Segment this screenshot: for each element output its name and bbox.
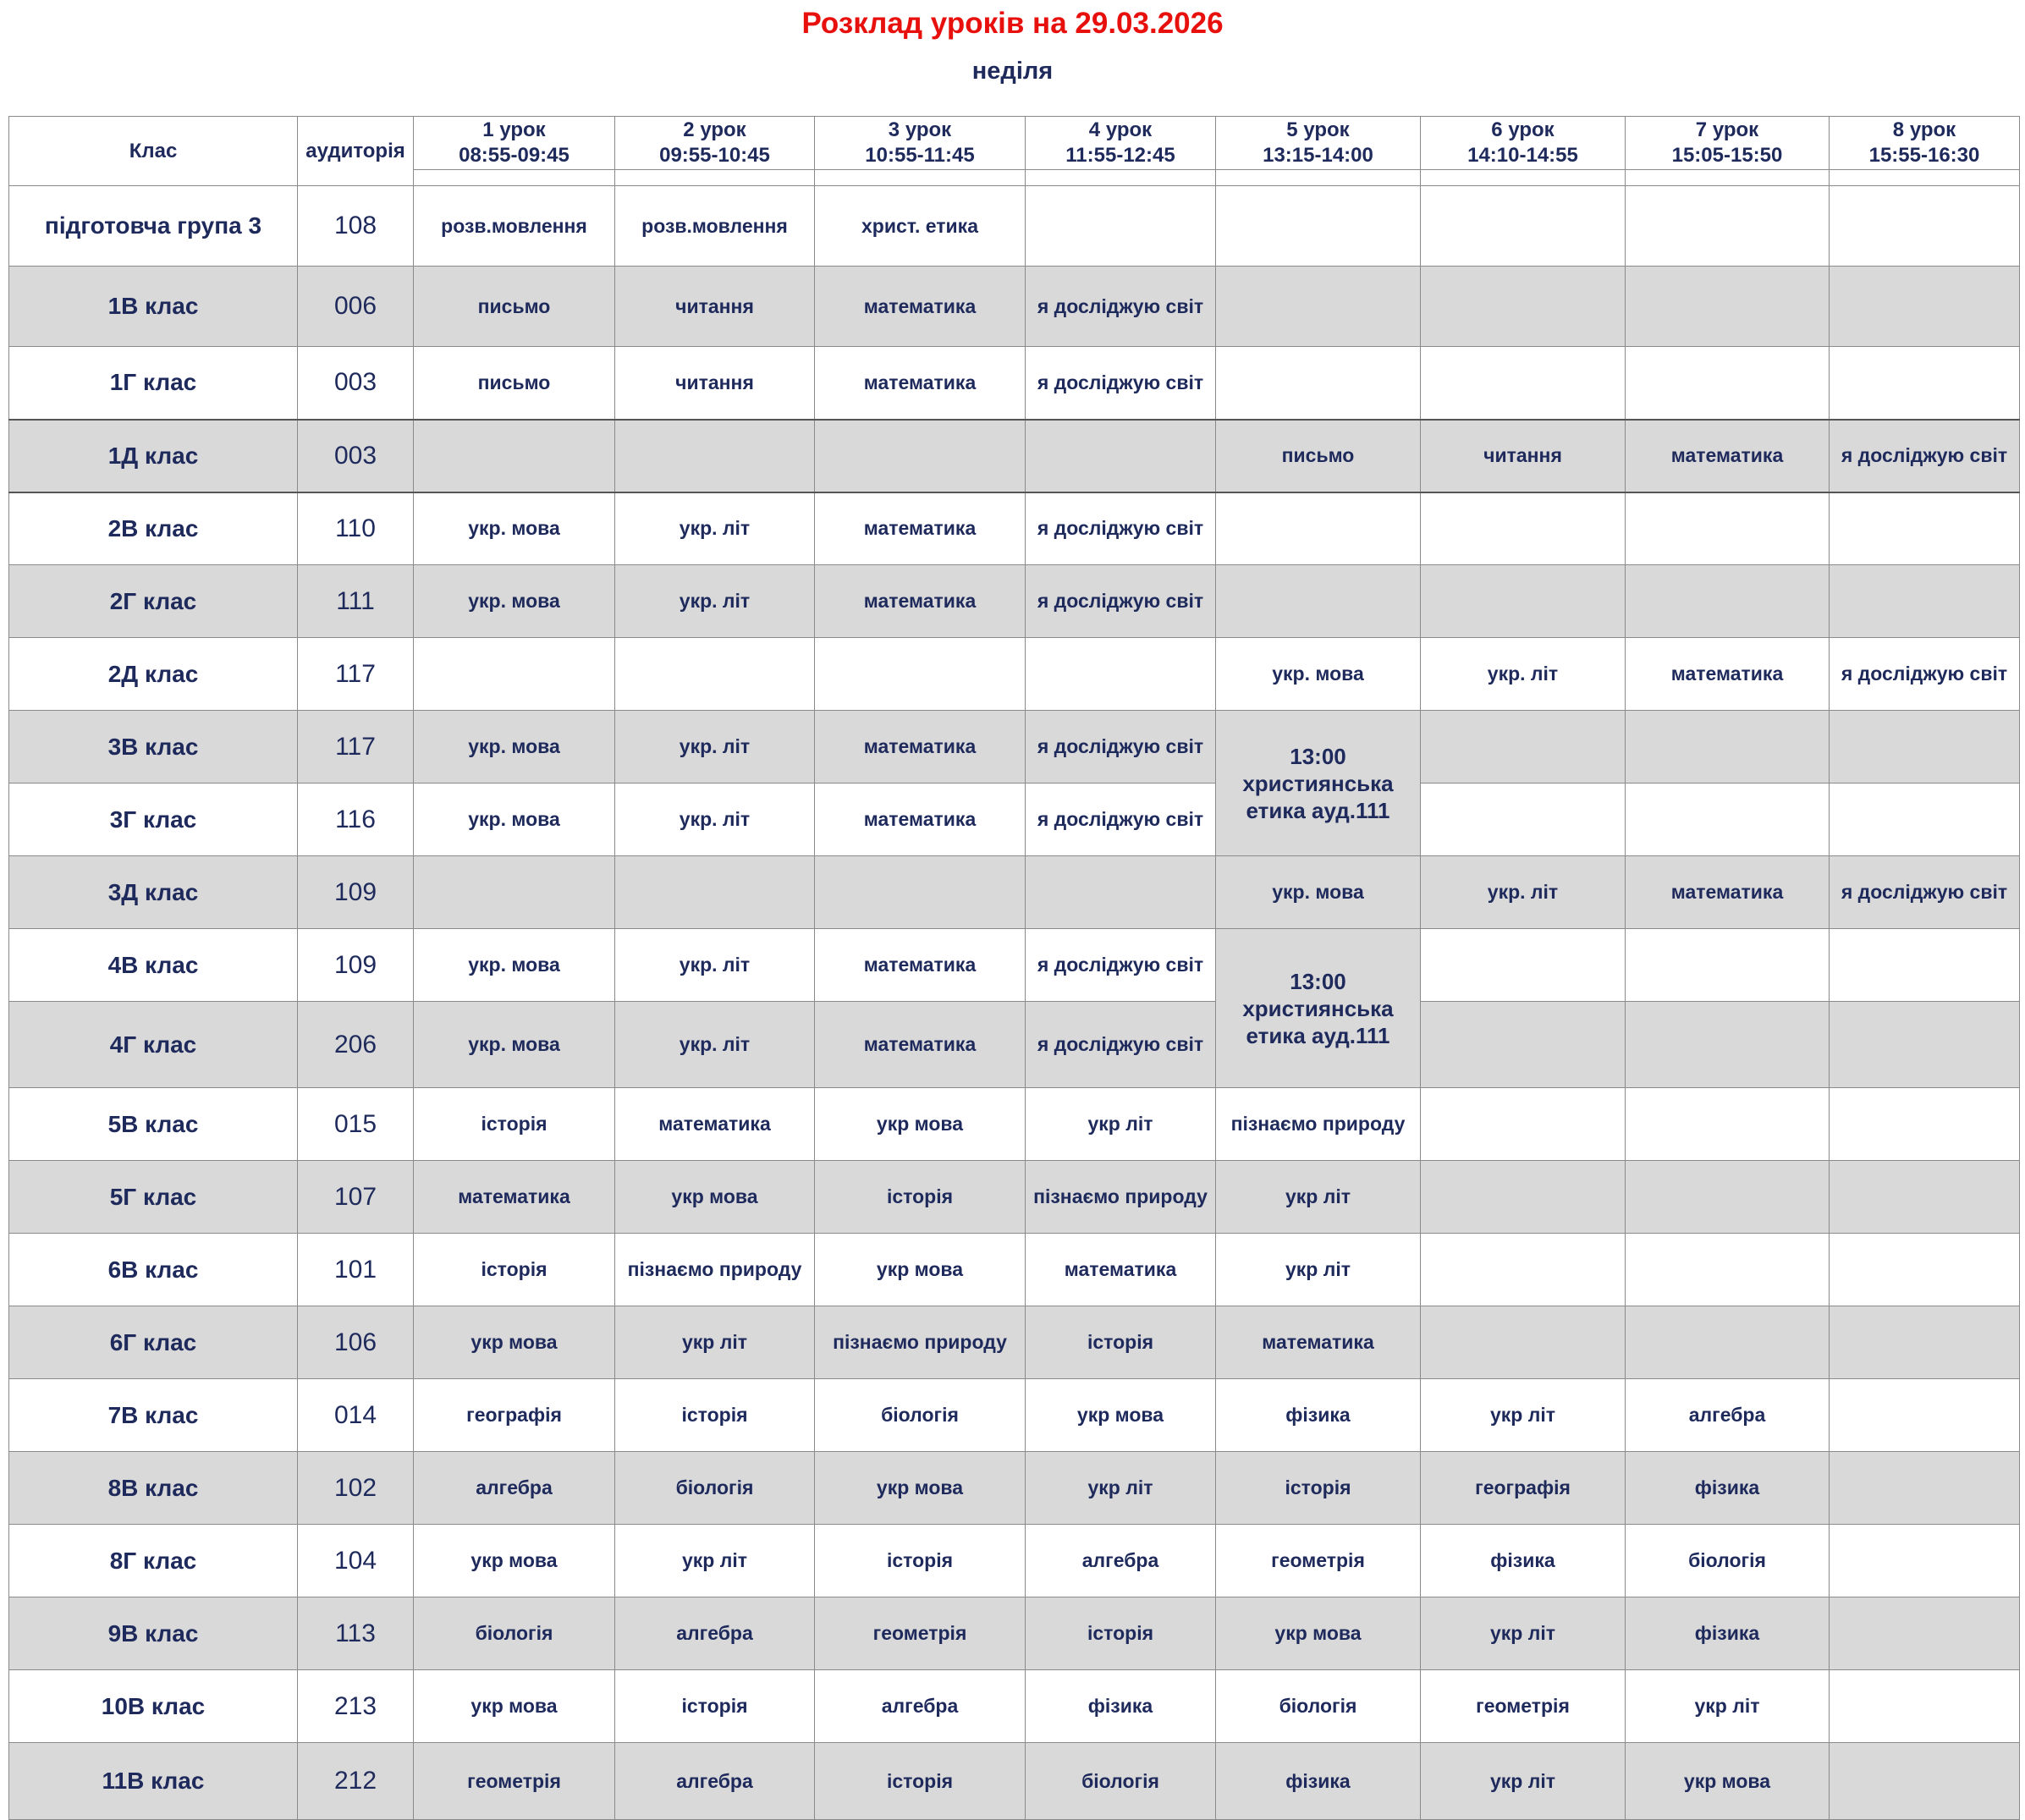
lesson-cell-3: математика <box>815 347 1026 420</box>
lesson-cell-2: укр. літ <box>615 784 815 856</box>
lesson-time: 15:05-15:50 <box>1671 144 1783 167</box>
lesson-cell-1: геометрія <box>414 1743 615 1820</box>
lesson-cell-6: укр літ <box>1421 1743 1626 1820</box>
lesson-cell-6 <box>1421 1306 1626 1379</box>
lesson-cell-5 <box>1216 186 1421 267</box>
class-row <box>9 1306 2020 1379</box>
lesson-cell-4 <box>1026 856 1216 929</box>
lesson-cell-7 <box>1626 1306 1830 1379</box>
lesson-cell-1: історія <box>414 1088 615 1161</box>
lesson-cell-3: математика <box>815 492 1026 565</box>
lesson-cell-3: біологія <box>815 1379 1026 1452</box>
lesson-cell-4: укр мова <box>1026 1379 1216 1452</box>
class-row <box>9 1002 2020 1088</box>
room-number: 117 <box>298 711 414 784</box>
room-number: 107 <box>298 1161 414 1234</box>
lesson-time: 14:10-14:55 <box>1467 144 1578 167</box>
class-name: 1Г клас <box>9 347 298 420</box>
lesson-cell-2 <box>615 638 815 711</box>
room-number: 102 <box>298 1452 414 1525</box>
lesson-cell-1: укр. мова <box>414 711 615 784</box>
lesson-cell-4: я досліджую світ <box>1026 492 1216 565</box>
lesson-cell-4: я досліджую світ <box>1026 347 1216 420</box>
lesson-cell-7 <box>1626 929 1830 1002</box>
room-number: 003 <box>298 420 414 492</box>
class-row <box>9 1743 2020 1820</box>
lesson-cell-3: геометрія <box>815 1597 1026 1670</box>
class-name: 4Г клас <box>9 1002 298 1088</box>
page-title: Розклад уроків на 29.03.2026 <box>801 7 1224 40</box>
lesson-cell-7 <box>1626 492 1830 565</box>
lesson-cell-2: алгебра <box>615 1743 815 1820</box>
lesson-cell-5 <box>1216 267 1421 347</box>
lesson-cell-2: історія <box>615 1379 815 1452</box>
lesson-cell-2: історія <box>615 1670 815 1743</box>
lesson-number: 7 урок <box>1695 118 1759 141</box>
class-name: 8В клас <box>9 1452 298 1525</box>
class-name: 3В клас <box>9 711 298 784</box>
lesson-cell-8 <box>1830 1670 2020 1743</box>
lesson-cell-5: укр. мова <box>1216 856 1421 929</box>
lesson-cell-7 <box>1626 711 1830 784</box>
note-time: 13:00 <box>1290 743 1346 769</box>
lesson-cell-8 <box>1830 1597 2020 1670</box>
lesson-header-5 <box>1216 117 1421 170</box>
lesson-cell-1: укр. мова <box>414 929 615 1002</box>
lesson-cell-8 <box>1830 1525 2020 1597</box>
lesson-cell-4: укр літ <box>1026 1452 1216 1525</box>
class-row <box>9 784 2020 856</box>
class-row <box>9 638 2020 711</box>
class-row <box>9 1161 2020 1234</box>
lesson-cell-6 <box>1421 492 1626 565</box>
lesson-cell-2: математика <box>615 1088 815 1161</box>
lesson-cell-4: алгебра <box>1026 1525 1216 1597</box>
lesson-cell-4: я досліджую світ <box>1026 1002 1216 1088</box>
class-name: 5В клас <box>9 1088 298 1161</box>
lesson-cell-3: алгебра <box>815 1670 1026 1743</box>
note-text: християнська етика ауд.111 <box>1242 995 1394 1048</box>
lesson-cell-6: фізика <box>1421 1525 1626 1597</box>
lesson-cell-5: укр літ <box>1216 1234 1421 1306</box>
room-number: 003 <box>298 347 414 420</box>
note-time: 13:00 <box>1290 968 1346 994</box>
class-row <box>9 186 2020 267</box>
lesson-cell-1: розв.мовлення <box>414 186 615 267</box>
lesson-cell-2 <box>615 420 815 492</box>
class-name: 2Д клас <box>9 638 298 711</box>
lesson-cell-3: укр мова <box>815 1452 1026 1525</box>
lesson-cell-2: укр. літ <box>615 929 815 1002</box>
lesson-cell-5: математика <box>1216 1306 1421 1379</box>
lesson-cell-7: біологія <box>1626 1525 1830 1597</box>
spacer-cell <box>1216 170 1421 186</box>
lesson-cell-3: історія <box>815 1161 1026 1234</box>
lesson-cell-2: читання <box>615 347 815 420</box>
lesson-cell-5 <box>1216 347 1421 420</box>
lesson-cell-2: укр. літ <box>615 565 815 638</box>
class-row <box>9 267 2020 347</box>
class-row <box>9 1379 2020 1452</box>
lesson-number: 4 урок <box>1088 118 1153 141</box>
lesson-number: 1 урок <box>482 118 546 141</box>
lesson-cell-4: я досліджую світ <box>1026 711 1216 784</box>
lesson-cell-3 <box>815 638 1026 711</box>
lesson-number: 5 урок <box>1286 118 1350 141</box>
lesson-cell-8 <box>1830 186 2020 267</box>
lesson-cell-6 <box>1421 347 1626 420</box>
lesson-header-7 <box>1626 117 1830 170</box>
lesson-cell-7 <box>1626 784 1830 856</box>
lesson-cell-4: біологія <box>1026 1743 1216 1820</box>
lesson-cell-6 <box>1421 1088 1626 1161</box>
lesson-cell-1 <box>414 638 615 711</box>
lesson-cell-1: алгебра <box>414 1452 615 1525</box>
lesson-header-3 <box>815 117 1026 170</box>
note-text: християнська етика ауд.111 <box>1242 770 1394 823</box>
room-number: 109 <box>298 856 414 929</box>
room-column-header <box>298 117 414 186</box>
lesson-time: 08:55-09:45 <box>459 144 570 167</box>
room-number: 110 <box>298 492 414 565</box>
lesson-cell-4 <box>1026 420 1216 492</box>
lesson-cell-2: укр літ <box>615 1306 815 1379</box>
lesson-cell-4: я досліджую світ <box>1026 565 1216 638</box>
lesson-cell-6: географія <box>1421 1452 1626 1525</box>
lesson-cell-4 <box>1026 638 1216 711</box>
lesson-cell-8 <box>1830 347 2020 420</box>
lesson-cell-7: укр літ <box>1626 1670 1830 1743</box>
class-row <box>9 711 2020 784</box>
lesson-cell-1: письмо <box>414 347 615 420</box>
class-name: 3Д клас <box>9 856 298 929</box>
lesson-time: 13:15-14:00 <box>1263 144 1373 167</box>
lesson-cell-3: історія <box>815 1525 1026 1597</box>
lesson-cell-8 <box>1830 1088 2020 1161</box>
lesson-number: 2 урок <box>683 118 746 141</box>
lesson-cell-7: математика <box>1626 420 1830 492</box>
lesson-cell-8 <box>1830 929 2020 1002</box>
merged-lesson-note <box>1216 711 1421 856</box>
room-number: 106 <box>298 1306 414 1379</box>
class-row <box>9 856 2020 929</box>
lesson-cell-5: укр мова <box>1216 1597 1421 1670</box>
lesson-cell-4: я досліджую світ <box>1026 267 1216 347</box>
class-row <box>9 1452 2020 1525</box>
lesson-cell-5: укр літ <box>1216 1161 1421 1234</box>
lesson-cell-8: я досліджую світ <box>1830 856 2020 929</box>
lesson-cell-8 <box>1830 784 2020 856</box>
lesson-cell-3: математика <box>815 929 1026 1002</box>
room-number: 212 <box>298 1743 414 1820</box>
lesson-cell-4: я досліджую світ <box>1026 784 1216 856</box>
lesson-cell-7: фізика <box>1626 1597 1830 1670</box>
lesson-cell-8 <box>1830 492 2020 565</box>
class-name: 8Г клас <box>9 1525 298 1597</box>
lesson-cell-6: укр літ <box>1421 1379 1626 1452</box>
lesson-cell-7 <box>1626 565 1830 638</box>
class-name: 6Г клас <box>9 1306 298 1379</box>
lesson-cell-5: геометрія <box>1216 1525 1421 1597</box>
lesson-cell-2: укр літ <box>615 1525 815 1597</box>
lesson-cell-3: христ. етика <box>815 186 1026 267</box>
lesson-cell-3: математика <box>815 1002 1026 1088</box>
lesson-cell-2 <box>615 856 815 929</box>
lesson-header-4 <box>1026 117 1216 170</box>
lesson-header-1 <box>414 117 615 170</box>
lesson-cell-4: математика <box>1026 1234 1216 1306</box>
lesson-cell-2: укр мова <box>615 1161 815 1234</box>
class-row <box>9 929 2020 1002</box>
lesson-cell-5: біологія <box>1216 1670 1421 1743</box>
lesson-cell-8 <box>1830 1452 2020 1525</box>
lesson-cell-6: геометрія <box>1421 1670 1626 1743</box>
lesson-cell-1 <box>414 856 615 929</box>
spacer-cell <box>815 170 1026 186</box>
spacer-cell <box>1026 170 1216 186</box>
lesson-cell-3 <box>815 856 1026 929</box>
class-row <box>9 1088 2020 1161</box>
lesson-time: 10:55-11:45 <box>865 144 975 167</box>
lesson-number: 6 урок <box>1491 118 1555 141</box>
lesson-time: 15:55-16:30 <box>1868 144 1980 167</box>
lesson-cell-8 <box>1830 1379 2020 1452</box>
class-name: 5Г клас <box>9 1161 298 1234</box>
lesson-cell-4: я досліджую світ <box>1026 929 1216 1002</box>
lesson-cell-6 <box>1421 1234 1626 1306</box>
class-row <box>9 1597 2020 1670</box>
lesson-cell-7: фізика <box>1626 1452 1830 1525</box>
lesson-cell-7: алгебра <box>1626 1379 1830 1452</box>
lesson-cell-1: географія <box>414 1379 615 1452</box>
lesson-cell-8 <box>1830 1306 2020 1379</box>
lesson-cell-7: укр мова <box>1626 1743 1830 1820</box>
lesson-cell-3: математика <box>815 711 1026 784</box>
lesson-cell-6 <box>1421 1161 1626 1234</box>
class-name: 2В клас <box>9 492 298 565</box>
lesson-cell-1: математика <box>414 1161 615 1234</box>
merged-lesson-note <box>1216 929 1421 1088</box>
lesson-cell-4 <box>1026 186 1216 267</box>
lesson-cell-1: укр. мова <box>414 565 615 638</box>
lesson-cell-6 <box>1421 1002 1626 1088</box>
lesson-cell-2: читання <box>615 267 815 347</box>
lesson-cell-1: укр мова <box>414 1525 615 1597</box>
lesson-cell-4: укр літ <box>1026 1088 1216 1161</box>
lesson-cell-1: укр. мова <box>414 492 615 565</box>
spacer-cell <box>1421 170 1626 186</box>
lesson-cell-1: укр. мова <box>414 784 615 856</box>
lesson-cell-8: я досліджую світ <box>1830 638 2020 711</box>
room-number: 108 <box>298 186 414 267</box>
lesson-cell-3: математика <box>815 784 1026 856</box>
lesson-number: 3 урок <box>888 118 952 141</box>
lesson-cell-3 <box>815 420 1026 492</box>
lesson-cell-1: історія <box>414 1234 615 1306</box>
lesson-cell-7 <box>1626 1002 1830 1088</box>
lesson-cell-8 <box>1830 1161 2020 1234</box>
lesson-cell-7: математика <box>1626 856 1830 929</box>
class-name: 10В клас <box>9 1670 298 1743</box>
class-name: 7В клас <box>9 1379 298 1452</box>
class-name: 6В клас <box>9 1234 298 1306</box>
room-number: 015 <box>298 1088 414 1161</box>
lesson-cell-4: пізнаємо природу <box>1026 1161 1216 1234</box>
lesson-cell-5: письмо <box>1216 420 1421 492</box>
lesson-cell-6 <box>1421 929 1626 1002</box>
lesson-cell-5 <box>1216 492 1421 565</box>
class-row <box>9 1670 2020 1743</box>
lesson-cell-6 <box>1421 267 1626 347</box>
room-number: 213 <box>298 1670 414 1743</box>
lesson-header-6 <box>1421 117 1626 170</box>
class-name: 1В клас <box>9 267 298 347</box>
lesson-cell-2: пізнаємо природу <box>615 1234 815 1306</box>
class-name: 2Г клас <box>9 565 298 638</box>
lesson-cell-7 <box>1626 1234 1830 1306</box>
room-number: 014 <box>298 1379 414 1452</box>
lesson-cell-7 <box>1626 186 1830 267</box>
lesson-cell-5: укр. мова <box>1216 638 1421 711</box>
lesson-cell-2: біологія <box>615 1452 815 1525</box>
lesson-cell-5: історія <box>1216 1452 1421 1525</box>
class-row <box>9 420 2020 492</box>
lesson-cell-4: історія <box>1026 1597 1216 1670</box>
lesson-time: 11:55-12:45 <box>1065 144 1175 167</box>
class-row <box>9 1525 2020 1597</box>
class-name: підготовча група 3 <box>9 186 298 267</box>
lesson-cell-1 <box>414 420 615 492</box>
lesson-cell-6 <box>1421 565 1626 638</box>
lesson-header-2 <box>615 117 815 170</box>
lesson-time: 09:55-10:45 <box>659 144 770 167</box>
lesson-cell-6: укр. літ <box>1421 638 1626 711</box>
lesson-number: 8 урок <box>1892 118 1956 141</box>
room-number: 006 <box>298 267 414 347</box>
lesson-cell-2: алгебра <box>615 1597 815 1670</box>
lesson-cell-8 <box>1830 1234 2020 1306</box>
lesson-cell-7: математика <box>1626 638 1830 711</box>
spacer-cell <box>1830 170 2020 186</box>
lesson-cell-4: історія <box>1026 1306 1216 1379</box>
lesson-cell-6: укр. літ <box>1421 856 1626 929</box>
class-name: 9В клас <box>9 1597 298 1670</box>
lesson-cell-8 <box>1830 565 2020 638</box>
lesson-cell-5: пізнаємо природу <box>1216 1088 1421 1161</box>
lesson-cell-3: укр мова <box>815 1088 1026 1161</box>
lesson-cell-1: письмо <box>414 267 615 347</box>
day-label: неділя <box>971 58 1054 85</box>
lesson-cell-8 <box>1830 1743 2020 1820</box>
lesson-cell-4: фізика <box>1026 1670 1216 1743</box>
schedule-table <box>8 116 2020 1820</box>
room-header-label: аудиторія <box>305 139 405 162</box>
lesson-cell-6: укр літ <box>1421 1597 1626 1670</box>
spacer-cell <box>1626 170 1830 186</box>
lesson-cell-3: математика <box>815 565 1026 638</box>
class-column-header <box>9 117 298 186</box>
lesson-cell-8: я досліджую світ <box>1830 420 2020 492</box>
lesson-cell-6 <box>1421 711 1626 784</box>
lesson-cell-7 <box>1626 1161 1830 1234</box>
class-name: 1Д клас <box>9 420 298 492</box>
lesson-cell-6: читання <box>1421 420 1626 492</box>
lesson-cell-6 <box>1421 186 1626 267</box>
lesson-cell-2: укр. літ <box>615 711 815 784</box>
lesson-cell-1: біологія <box>414 1597 615 1670</box>
lesson-cell-8 <box>1830 711 2020 784</box>
lesson-cell-7 <box>1626 347 1830 420</box>
class-name: 4В клас <box>9 929 298 1002</box>
lesson-cell-1: укр. мова <box>414 1002 615 1088</box>
class-name: 3Г клас <box>9 784 298 856</box>
room-number: 111 <box>298 565 414 638</box>
room-number: 109 <box>298 929 414 1002</box>
lesson-cell-5: фізика <box>1216 1379 1421 1452</box>
lesson-cell-3: історія <box>815 1743 1026 1820</box>
class-row <box>9 565 2020 638</box>
lesson-cell-3: укр мова <box>815 1234 1026 1306</box>
room-number: 113 <box>298 1597 414 1670</box>
spacer-cell <box>414 170 615 186</box>
lesson-cell-8 <box>1830 267 2020 347</box>
lesson-cell-7 <box>1626 267 1830 347</box>
lesson-header-8 <box>1830 117 2020 170</box>
room-number: 101 <box>298 1234 414 1306</box>
lesson-cell-2: розв.мовлення <box>615 186 815 267</box>
room-number: 206 <box>298 1002 414 1088</box>
class-row <box>9 1234 2020 1306</box>
room-number: 104 <box>298 1525 414 1597</box>
lesson-cell-5 <box>1216 565 1421 638</box>
lesson-cell-3: математика <box>815 267 1026 347</box>
header-row <box>9 117 2020 170</box>
lesson-cell-8 <box>1830 1002 2020 1088</box>
class-row <box>9 492 2020 565</box>
class-header-label: Клас <box>129 139 178 162</box>
spacer-cell <box>615 170 815 186</box>
class-name: 11В клас <box>9 1743 298 1820</box>
room-number: 117 <box>298 638 414 711</box>
lesson-cell-7 <box>1626 1088 1830 1161</box>
lesson-cell-2: укр. літ <box>615 492 815 565</box>
lesson-cell-6 <box>1421 784 1626 856</box>
lesson-cell-2: укр. літ <box>615 1002 815 1088</box>
lesson-cell-1: укр мова <box>414 1670 615 1743</box>
lesson-cell-5: фізика <box>1216 1743 1421 1820</box>
class-row <box>9 347 2020 420</box>
lesson-cell-3: пізнаємо природу <box>815 1306 1026 1379</box>
lesson-cell-1: укр мова <box>414 1306 615 1379</box>
room-number: 116 <box>298 784 414 856</box>
